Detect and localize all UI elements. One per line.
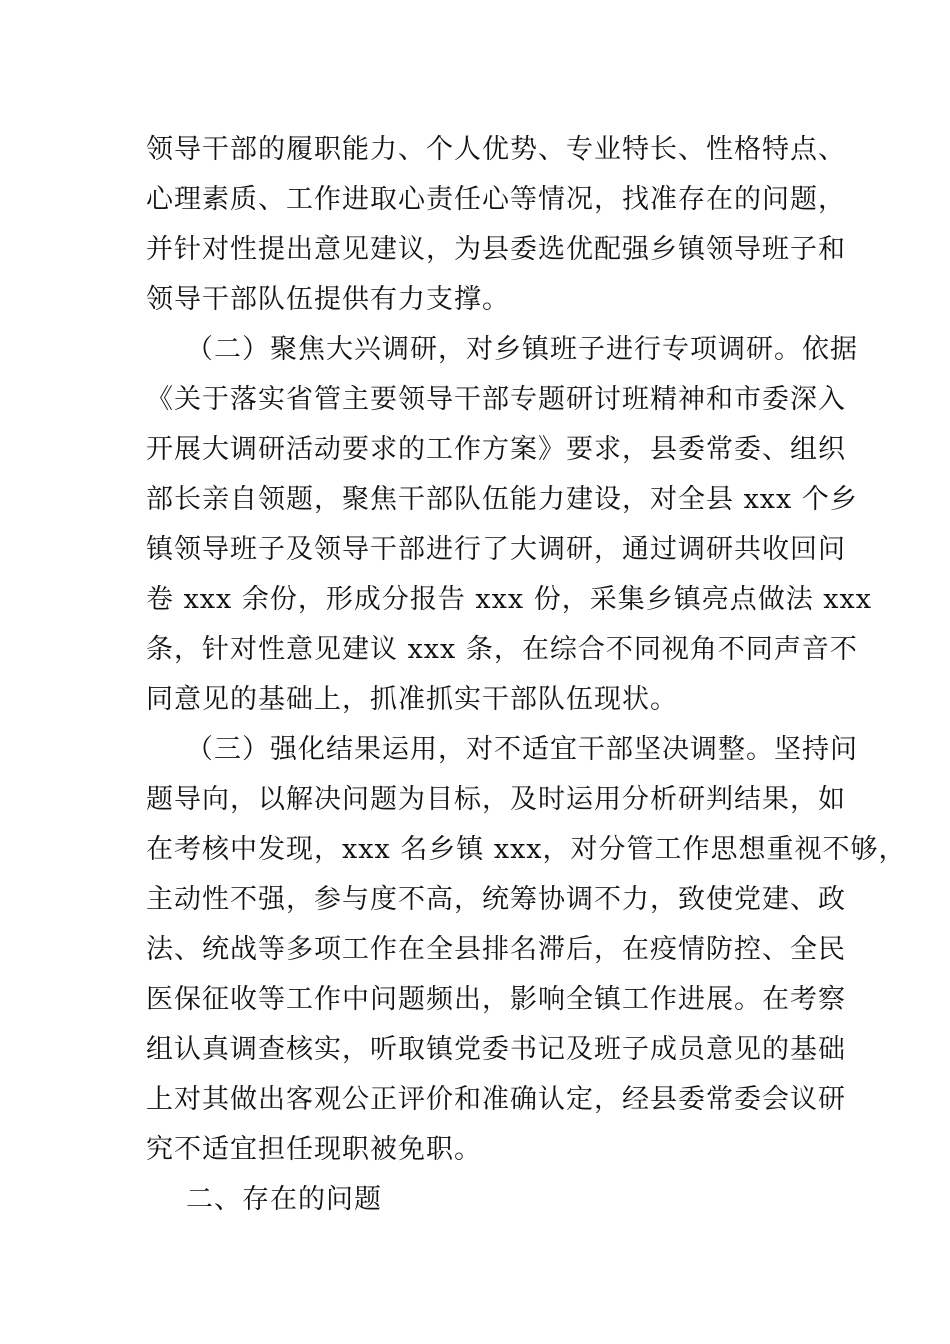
text-line: 《关于落实省管主要领导干部专题研讨班精神和市委深入 [146, 384, 846, 415]
text-line: 并针对性提出意见建议，为县委选优配强乡镇领导班子和 [146, 234, 846, 265]
text-line: 部长亲自领题，聚焦干部队伍能力建设，对全县 xxx 个乡 [146, 484, 858, 515]
text-line: 同意见的基础上，抓准抓实干部队伍现状。 [146, 684, 678, 715]
text-line: 开展大调研活动要求的工作方案》要求，县委常委、组织 [146, 434, 846, 465]
paragraph-heading-3: （三）强化结果运用，对不适宜干部坚决调整。坚持问 [186, 734, 858, 765]
section-heading: 二、存在的问题 [186, 1184, 382, 1215]
text-line: 法、统战等多项工作在全县排名滞后，在疫情防控、全民 [146, 934, 846, 965]
text-line: 心理素质、工作进取心责任心等情况，找准存在的问题， [146, 184, 846, 215]
paragraph-heading-2: （二）聚焦大兴调研，对乡镇班子进行专项调研。依据 [186, 334, 858, 365]
text-line: 上对其做出客观公正评价和准确认定，经县委常委会议研 [146, 1084, 846, 1115]
text-line: 究不适宜担任现职被免职。 [146, 1134, 482, 1165]
text-line: 领导干部队伍提供有力支撑。 [146, 284, 510, 315]
text-line: 在考核中发现，xxx 名乡镇 xxx，对分管工作思想重视不够， [146, 834, 907, 865]
text-line: 镇领导班子及领导干部进行了大调研，通过调研共收回问 [146, 534, 846, 565]
text-line: 医保征收等工作中问题频出，影响全镇工作进展。在考察 [146, 984, 846, 1015]
text-line: 条，针对性意见建议 xxx 条，在综合不同视角不同声音不 [146, 634, 858, 665]
text-line: 题导向，以解决问题为目标，及时运用分析研判结果，如 [146, 784, 846, 815]
text-line: 组认真调查核实，听取镇党委书记及班子成员意见的基础 [146, 1034, 846, 1065]
text-line: 领导干部的履职能力、个人优势、专业特长、性格特点、 [146, 134, 846, 165]
text-line: 卷 xxx 余份，形成分报告 xxx 份，采集乡镇亮点做法 xxx [146, 584, 872, 615]
text-line: 主动性不强，参与度不高，统筹协调不力，致使党建、政 [146, 884, 846, 915]
